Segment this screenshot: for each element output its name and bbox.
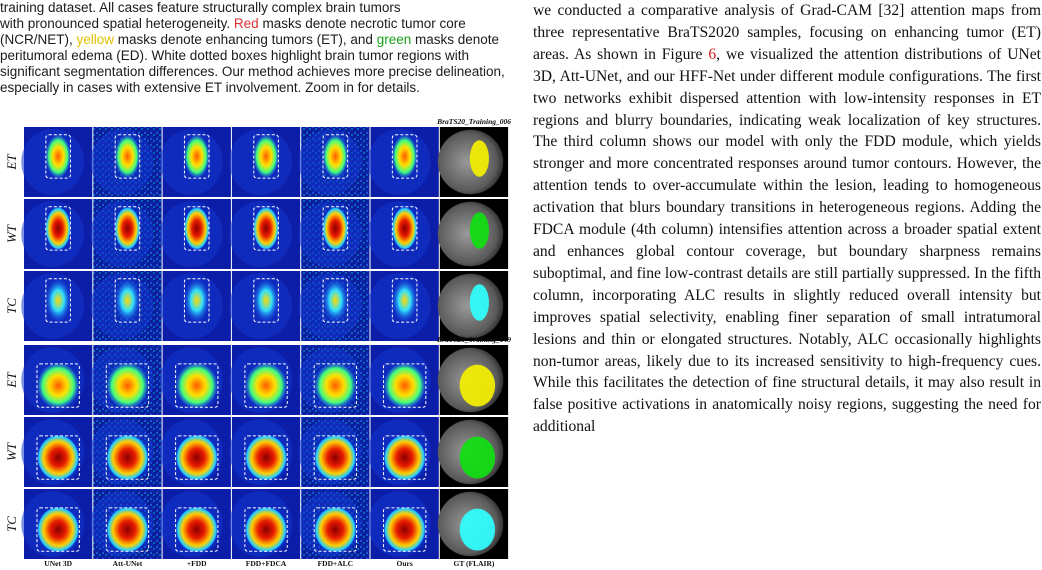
row-label: WT (4, 442, 19, 462)
figure-cell (298, 345, 369, 415)
caption-red-word: Red (233, 16, 259, 31)
figure-cell (91, 127, 162, 197)
caption-rest: with pronounced spatial heterogeneity. Red masks denote necrotic tumor core (NCR/NET), yellow masks denote enhancing tumors (ET), and green masks denote peritumoral edema (ED). White dotted boxes highlight brain tumor regions with significant segmentation differences. Our method achieves more precise delineation, especially in cases with extensive ET involvement. Zoom in for details. (0, 16, 505, 95)
figure-cell (91, 345, 162, 415)
column-label: FDD+ALC (317, 559, 354, 568)
figure-cell (229, 417, 300, 487)
caption-line-1: training dataset. All cases feature structurally complex brain tumors (0, 0, 401, 15)
figure-cell (298, 127, 369, 197)
figure-cell (438, 271, 508, 341)
column-label: Ours (396, 559, 413, 568)
column-label: +FDD (186, 559, 207, 568)
row-label: ET (4, 372, 19, 388)
figure-cell (298, 417, 369, 487)
column-label: FDD+FDCA (245, 559, 287, 568)
figure-cell (160, 199, 231, 269)
figure-cell (298, 271, 369, 341)
column-label: GT (FLAIR) (453, 559, 495, 568)
figure-cell (160, 271, 231, 341)
figure-cell (91, 417, 162, 487)
figure-cell (229, 345, 300, 415)
row-label: TC (4, 516, 19, 532)
figure-cell (160, 489, 231, 559)
figure-cell (368, 345, 439, 415)
figure-cell (91, 489, 162, 559)
attention-map-figure (0, 0, 520, 570)
figure-cell (160, 127, 231, 197)
case-label: BraTS20_Training_006 (437, 117, 511, 126)
row-label: ET (4, 154, 19, 170)
figure-cell (298, 199, 369, 269)
figure-cell (21, 199, 92, 269)
figure-cell (21, 271, 92, 341)
row-label: TC (4, 298, 19, 314)
figure-cells (21, 127, 508, 559)
figure-cell (21, 417, 92, 487)
figure-cell (229, 271, 300, 341)
figure-cell (21, 345, 92, 415)
column-labels (44, 559, 495, 568)
caption-yellow-word: yellow (76, 32, 115, 47)
figure-cell (91, 271, 162, 341)
figure-cell (438, 199, 508, 269)
figure-cell (229, 127, 300, 197)
body-paragraph: we conducted a comparative analysis of Grad-CAM [32] attention maps from three representative BraTS2020 samples, focusing on enhancing tumor (ET) areas. As shown in Figure 6, we visualized the attention distributions of UNet 3D, Att-UNet, and our HFF-Net under different module configurations. The first two networks exhibit dispersed attention with low-intensity responses in ET regions and blurry boundaries, indicating weak localization of key structures. The third column shows our model with only the FDD module, which yields stronger and more concentrated responses around tumor contours. However, the attention tends to over-accumulate within the lesion, leading to homogeneous activation that blurs boundary transitions in heterogeneous regions. Adding the FDCA module (4th column) intensifies attention across a broader spatial extent and enhances global contour coverage, but boundary sharpness remains suboptimal, and fine low-contrast details are still partially suppressed. In the fifth column, incorporating ALC results in slightly reduced overall intensity but improves spatial selectivity, enabling finer separation of small intratumoral lesions and thin or elongated structures. Notably, ALC occasionally highlights non-tumor areas, likely due to its increased sensitivity to high-frequency cues. While this facilitates the detection of fine structural details, it may also result in false positive activations in anatomically noisy regions, suggesting the need for additional (533, 2, 1041, 436)
figure-cell (91, 199, 162, 269)
figure-cell (229, 489, 300, 559)
figure-cell (160, 417, 231, 487)
figure-cell (368, 127, 439, 197)
caption-green-word: green (376, 32, 412, 47)
figure-reference-link[interactable]: 6 (708, 45, 717, 63)
row-label: WT (4, 224, 19, 244)
figure-cell (438, 345, 508, 415)
figure-cell (438, 127, 508, 197)
figure-cell (21, 489, 92, 559)
figure-cell (229, 199, 300, 269)
figure-cell (368, 199, 439, 269)
column-label: UNet 3D (44, 559, 73, 568)
body-text-column (533, 0, 1041, 570)
figure-cell (368, 489, 439, 559)
figure-cell (368, 271, 439, 341)
row-labels (4, 154, 19, 532)
figure-cell (438, 417, 508, 487)
column-label: Att-UNet (112, 559, 143, 568)
figure-cell (368, 417, 439, 487)
body-line-1: we conducted a comparative analysis of Grad-CAM [32] (533, 2, 905, 19)
case-label: BraTS20_Training_149 (437, 335, 511, 344)
figure-cell (298, 489, 369, 559)
figure-cell (21, 127, 92, 197)
figure-cell (438, 489, 508, 559)
figure-cell (160, 345, 231, 415)
